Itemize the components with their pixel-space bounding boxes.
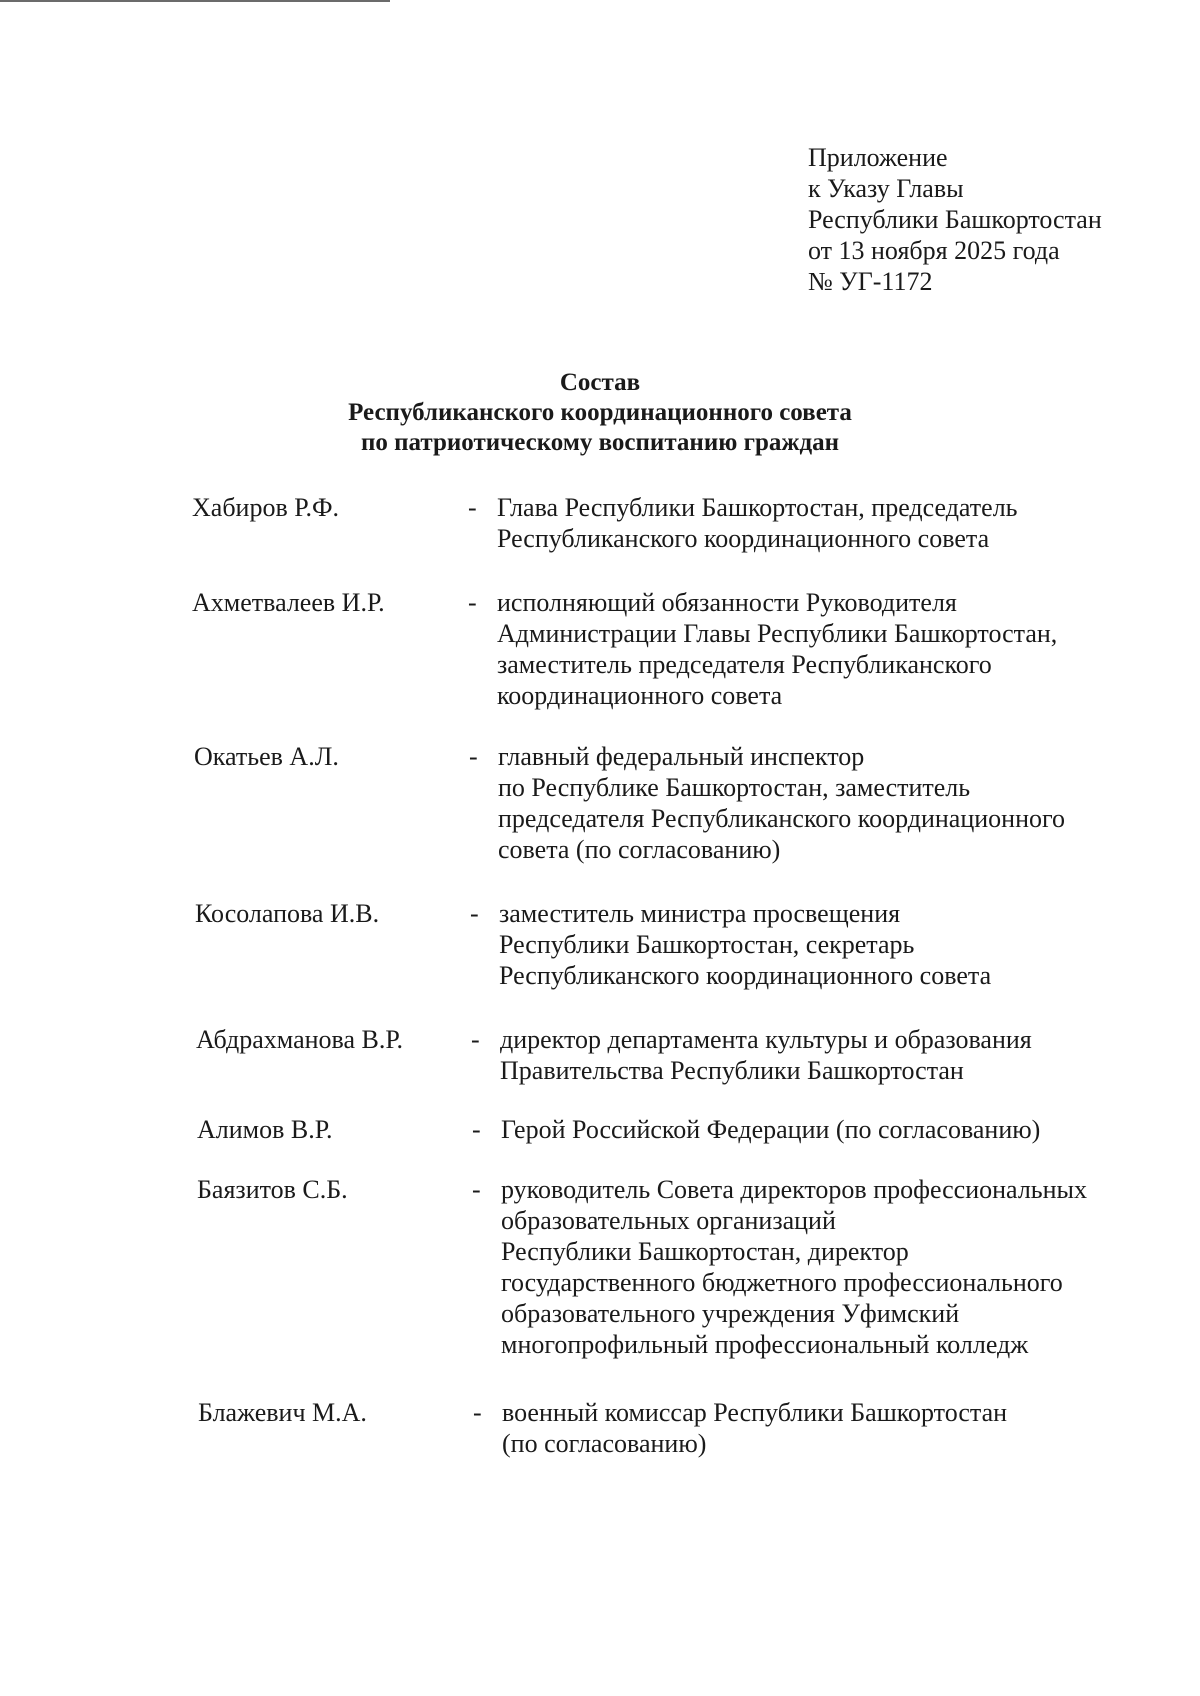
member-name: Абдрахманова В.Р.: [196, 1025, 404, 1054]
member-role: [500, 1024, 1032, 1086]
appendix-line: от 13 ноября 2025 года: [808, 236, 1060, 265]
appendix-line: № УГ-1172: [808, 267, 933, 296]
member-role-line: Глава Республики Башкортостан, председатель: [497, 493, 1018, 522]
appendix-line: Приложение: [808, 143, 948, 172]
member-role-line: заместитель министра просвещения: [499, 899, 901, 928]
member-role-line: образовательных организаций: [501, 1206, 836, 1235]
member-name: Блажевич М.А.: [198, 1398, 367, 1427]
member-role-line: Правительства Республики Башкортостан: [500, 1056, 964, 1085]
member-role-line: Герой Российской Федерации (по согласованию): [501, 1115, 1041, 1144]
title-line: Состав: [559, 369, 641, 396]
member-role-line: координационного совета: [497, 681, 783, 710]
member-separator: -: [469, 742, 478, 771]
member-role-line: образовательного учреждения Уфимский: [501, 1299, 960, 1328]
member-separator: -: [473, 1398, 482, 1427]
member-role: [502, 1397, 1007, 1459]
scan-edge-line: [0, 0, 390, 2]
member-separator: -: [472, 1115, 481, 1144]
appendix-line: Республики Башкортостан: [808, 205, 1102, 234]
member-name: Алимов В.Р.: [197, 1115, 333, 1144]
member-role-line: заместитель председателя Республиканского: [497, 650, 992, 679]
member-name: Баязитов С.Б.: [197, 1175, 348, 1204]
member-name: Косолапова И.В.: [195, 899, 380, 928]
member-role-line: Республиканского координационного совета: [497, 524, 990, 553]
member-role-line: Республики Башкортостан, директор: [501, 1237, 909, 1266]
member-role: [497, 587, 1057, 711]
member-role-line: военный комиссар Республики Башкортостан: [502, 1398, 1008, 1427]
member-role: [499, 898, 991, 991]
member-role: [501, 1114, 1040, 1145]
member-role-line: Республиканского координационного совета: [499, 961, 992, 990]
member-role-line: главный федеральный инспектор: [498, 742, 865, 771]
member-role-line: совета (по согласованию): [498, 835, 781, 864]
appendix-line: к Указу Главы: [808, 174, 964, 203]
member-name: Хабиров Р.Ф.: [192, 493, 339, 522]
member-separator: -: [468, 493, 477, 522]
member-role-line: Республики Башкортостан, секретарь: [499, 930, 915, 959]
appendix-block: [808, 142, 1102, 297]
member-role-line: многопрофильный профессиональный колледж: [501, 1330, 1029, 1359]
title-line: по патриотическому воспитанию граждан: [360, 429, 840, 456]
member-separator: -: [471, 1025, 480, 1054]
member-role: [497, 492, 1018, 554]
member-role-line: (по согласованию): [502, 1429, 707, 1458]
member-role: [501, 1174, 1087, 1360]
member-role-line: исполняющий обязанности Руководителя: [497, 588, 957, 617]
title-line: Республиканского координационного совета: [348, 399, 852, 426]
member-role-line: руководитель Совета директоров профессиональных: [501, 1175, 1088, 1204]
document-title: [0, 368, 1200, 458]
member-separator: -: [470, 899, 479, 928]
member-role-line: председателя Республиканского координационного: [498, 804, 1066, 833]
member-name: Окатьев А.Л.: [194, 742, 339, 771]
member-name: Ахметвалеев И.Р.: [192, 588, 385, 617]
member-role-line: директор департамента культуры и образования: [500, 1025, 1032, 1054]
member-role-line: государственного бюджетного профессионального: [501, 1268, 1063, 1297]
member-separator: -: [468, 588, 477, 617]
member-role-line: Администрации Главы Республики Башкортостан,: [497, 619, 1058, 648]
member-separator: -: [472, 1175, 481, 1204]
member-role-line: по Республике Башкортостан, заместитель: [498, 773, 971, 802]
member-role: [498, 741, 1065, 865]
